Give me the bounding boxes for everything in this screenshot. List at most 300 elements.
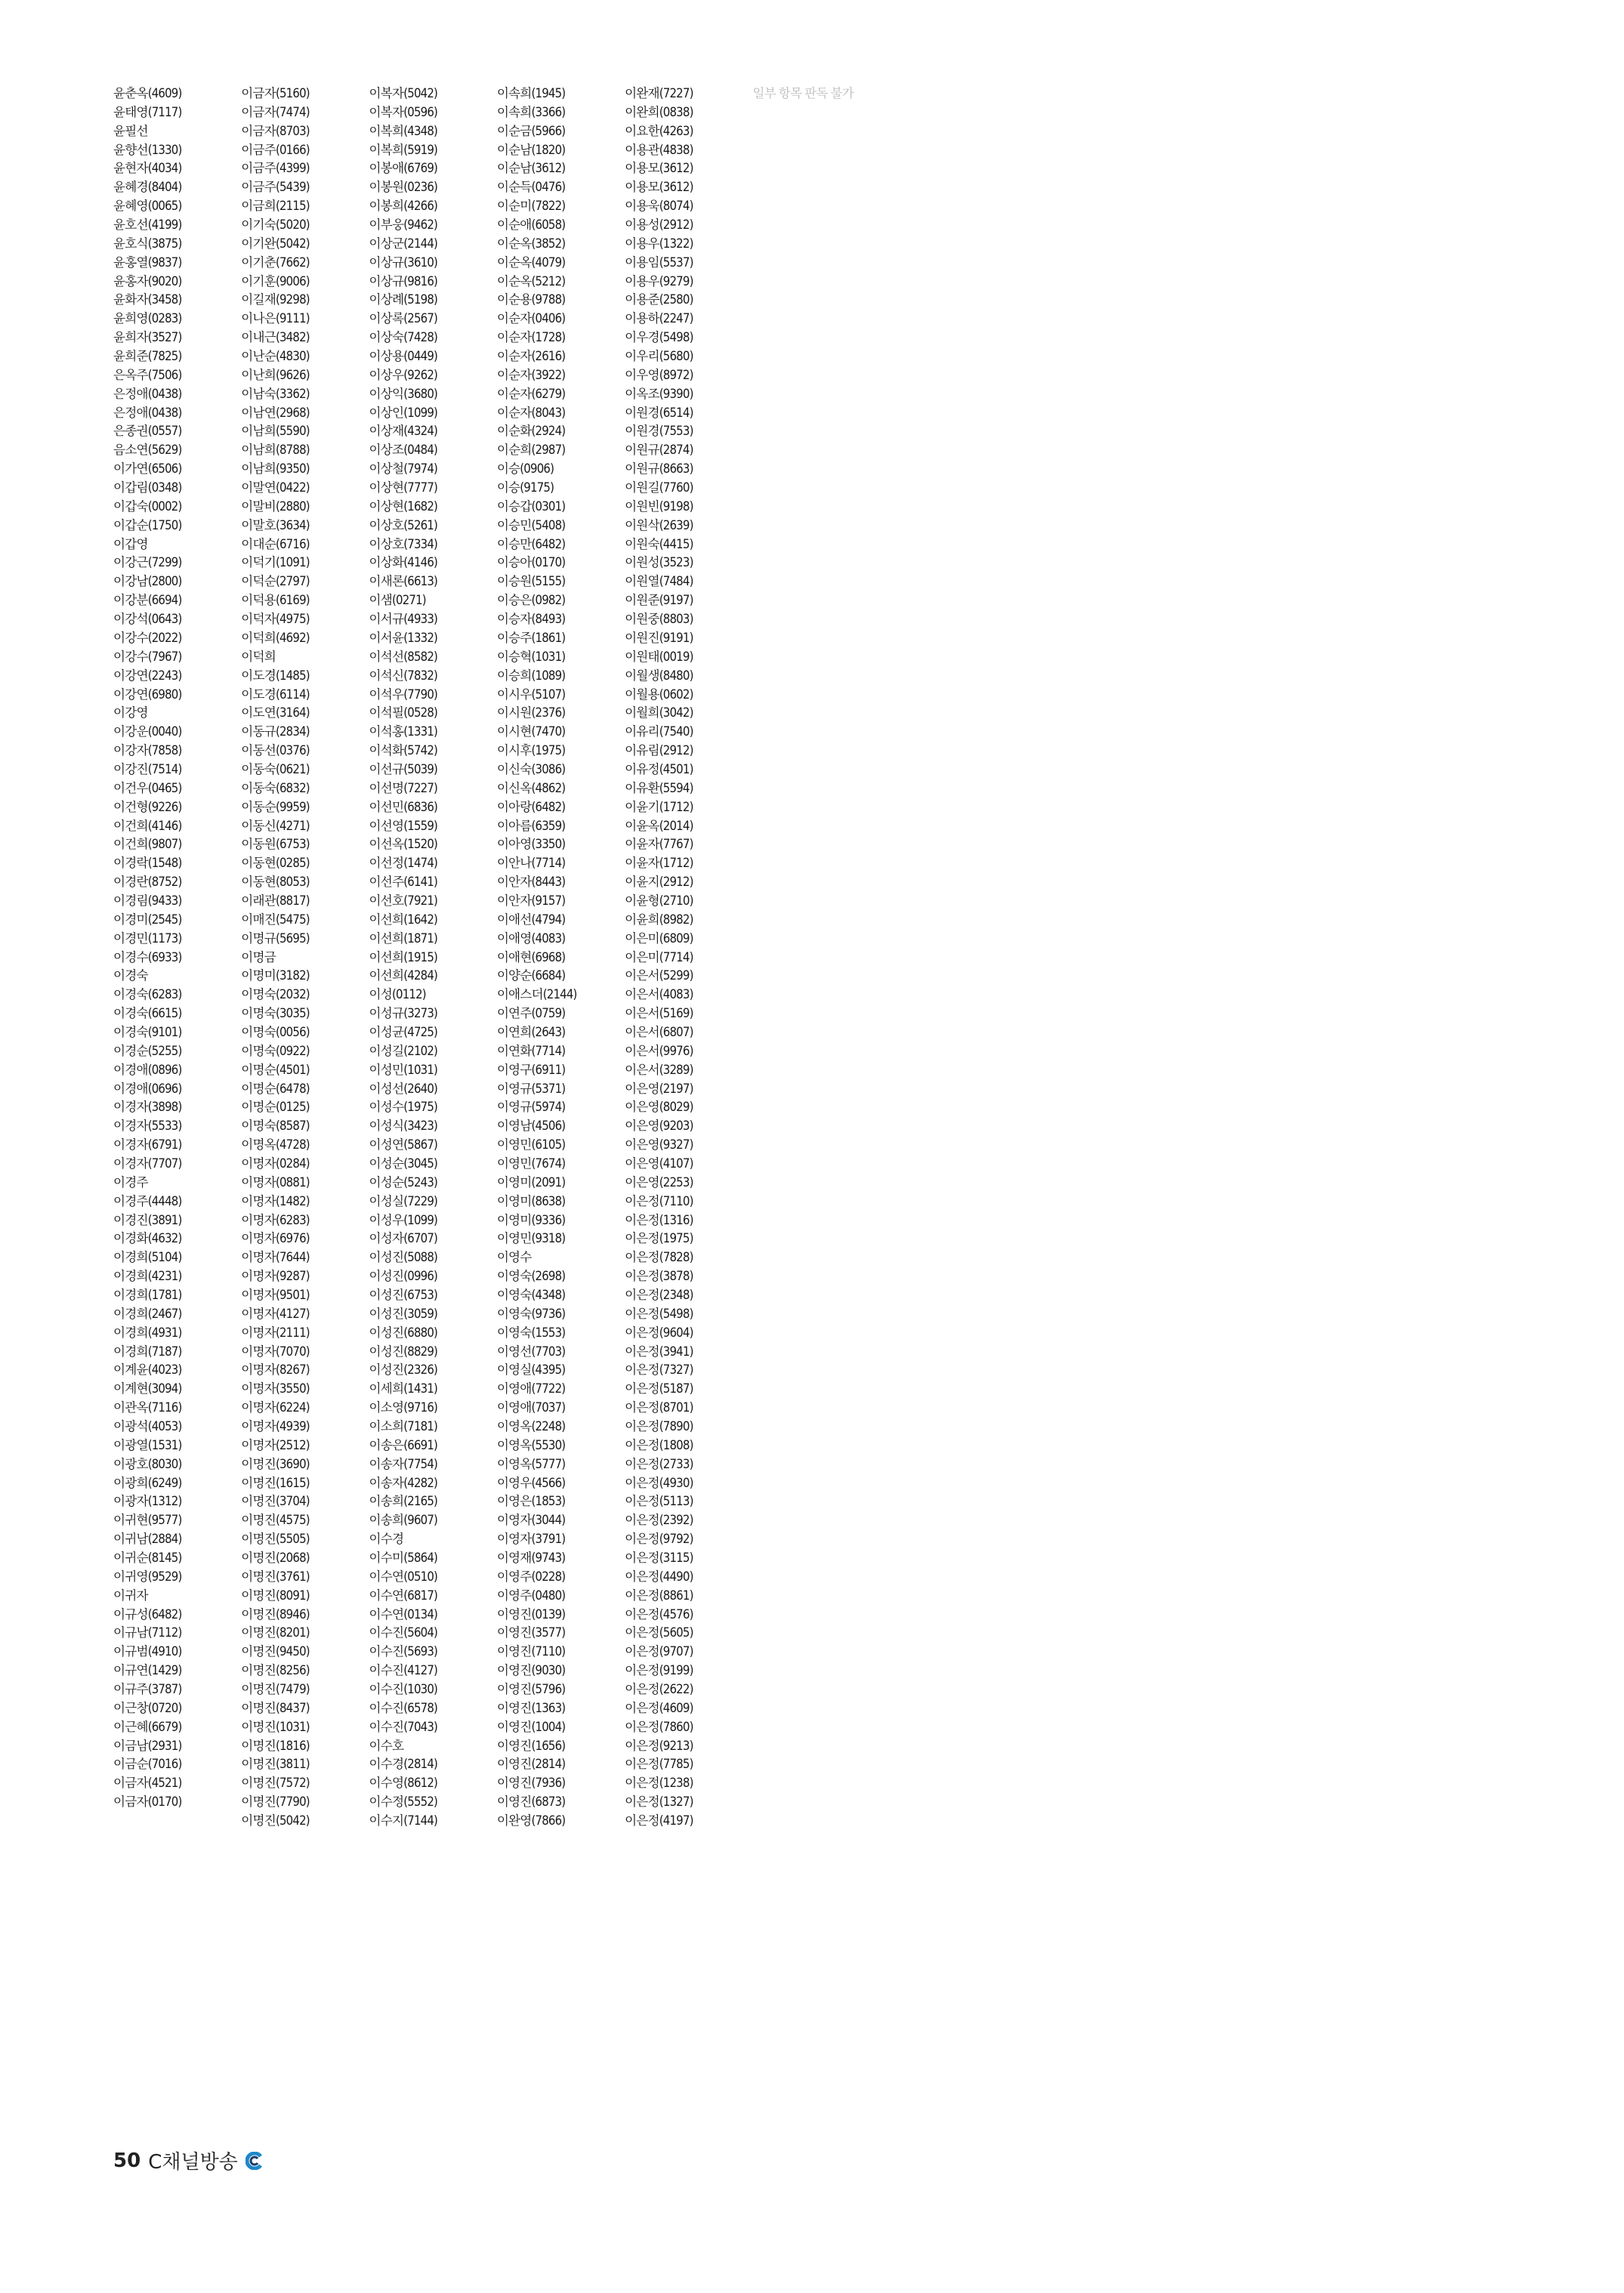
name-entry: 이명진(8256) [241,1663,310,1678]
name-entry: 이명자(0881) [241,1174,310,1190]
name-entry: 이용준(2580) [625,292,693,307]
name-entry: 이승은(0982) [496,593,566,608]
name-entry: 이윤희(8982) [625,912,693,927]
name-entry: 이강진(7514) [113,761,182,776]
name-entry: 이안나(7714) [496,856,566,871]
name-entry: 이수영(8612) [369,1776,438,1791]
name-entry: 이소희(7181) [369,1419,438,1434]
name-entry: 이원삭(2639) [625,517,693,532]
name-entry: 이동원(6753) [241,837,310,852]
name-entry: 이승(9175) [496,480,554,495]
name-entry: 이근창(0720) [113,1700,182,1715]
name-entry: 이귀순(8145) [113,1551,182,1566]
name-entry: 윤희영(0283) [113,311,182,326]
name-entry: 이은영(4107) [625,1156,693,1171]
name-entry: 이유정(4501) [625,761,693,776]
name-entry: 이봉애(6769) [369,161,438,176]
name-entry: 이복자(5042) [369,86,438,100]
name-entry: 이상규(9816) [369,273,438,289]
name-entry: 이나은(9111) [241,311,310,326]
name-entry: 이규주(3787) [113,1682,182,1697]
name-entry: 이영진(7110) [496,1644,566,1659]
name-entry: 이안자(8443) [496,875,566,890]
name-entry: 이신옥(4862) [496,780,566,795]
name-entry: 이선주(6141) [369,875,438,890]
name-entry: 이경애(0696) [113,1081,182,1096]
name-entry: 이영숙(9736) [496,1306,566,1321]
name-entry: 이덕용(6169) [241,593,310,608]
name-entry: 이선희(1871) [369,930,438,946]
name-entry: 이원경(6514) [625,405,693,420]
name-entry: 이명자(4939) [241,1419,310,1434]
name-entry: 이원태(0019) [625,649,693,664]
name-entry: 이송자(7754) [369,1456,438,1471]
name-column [1136,85,1262,1831]
name-entry: 이승(0906) [496,461,554,477]
name-column [241,85,367,1831]
name-entry: 이순남(1820) [496,142,566,157]
name-entry: 이영진(7936) [496,1776,566,1791]
name-entry: 이선명(7227) [369,780,438,795]
name-entry: 이경미(2545) [113,912,182,927]
name-entry: 이우경(5498) [625,330,693,345]
name-entry: 이서윤(1332) [369,630,438,645]
name-entry: 이유리(7540) [625,724,693,739]
name-entry: 이귀영(9529) [113,1569,182,1584]
name-entry: 윤화자(3458) [113,292,182,307]
name-entry: 이강운(0040) [113,724,182,739]
name-entry: 이수진(5693) [369,1644,438,1659]
name-entry: 이샘(0271) [369,593,426,608]
name-column [752,85,878,1831]
name-entry: 이은정(8701) [625,1400,693,1415]
name-entry: 이경주(4448) [113,1193,182,1208]
name-column [625,85,751,1831]
name-entry: 이금자(8703) [241,123,310,138]
name-entry: 이은정(9213) [625,1738,693,1753]
page-number: 50 [113,2149,141,2172]
name-entry: 이승주(1861) [496,630,566,645]
name-entry: 이경락(1548) [113,856,182,871]
name-entry: 이강근(7299) [113,555,182,570]
name-entry: 이완희(0838) [625,104,693,119]
name-entry: 이명진(1031) [241,1719,310,1734]
name-entry: 이명진(9450) [241,1644,310,1659]
name-entry: 이선민(6836) [369,799,438,814]
name-entry: 이경희(7187) [113,1344,182,1359]
name-column [1008,85,1135,1831]
name-entry: 이명진(5505) [241,1532,310,1547]
name-entry: 이금자(4521) [113,1776,182,1791]
name-entry: 이명숙(8587) [241,1119,310,1134]
name-entry: 이영진(3577) [496,1625,566,1640]
name-entry: 이금자(7474) [241,104,310,119]
name-entry: 음소연(5629) [113,443,182,458]
name-entry: 이수경 [369,1532,404,1547]
name-entry: 이명진(1816) [241,1738,310,1753]
name-entry: 이말비(2880) [241,498,310,514]
name-entry: 이명진(2068) [241,1551,310,1566]
name-entry: 이매진(5475) [241,912,310,927]
name-entry: 이은정(2348) [625,1288,693,1302]
name-entry: 이영진(1656) [496,1738,566,1753]
name-entry: 윤홍열(9837) [113,255,182,270]
name-entry: 이승희(1089) [496,668,566,683]
name-entry: 이경림(9433) [113,893,182,908]
name-entry: 이새론(6613) [369,574,438,589]
name-entry: 이세희(1431) [369,1381,438,1396]
name-entry: 이송희(9607) [369,1513,438,1528]
name-entry: 이은정(4197) [625,1813,693,1829]
name-entry: 이선옥(1520) [369,837,438,852]
name-entry: 이아랑(6482) [496,799,566,814]
name-entry: 이경숙(6283) [113,987,182,1002]
name-entry: 이승아(0170) [496,555,566,570]
name-entry: 이은미(6809) [625,930,693,946]
name-entry: 이은정(7785) [625,1757,693,1772]
name-entry: 이봉희(4266) [369,199,438,214]
name-entry: 이도연(3164) [241,705,310,721]
name-entry: 이성진(3059) [369,1306,438,1321]
name-entry: 이은정(4576) [625,1606,693,1622]
name-entry: 이은영(8029) [625,1100,693,1115]
name-entry: 이아름(6359) [496,818,566,833]
name-entry: 이남희(9350) [241,461,310,477]
name-entry: 이덕희(4692) [241,630,310,645]
name-entry: 이석선(8582) [369,649,438,664]
name-entry: 이동숙(6832) [241,780,310,795]
name-entry: 이강분(6694) [113,593,182,608]
name-entry: 이순자(6279) [496,386,566,401]
name-entry: 이명자(6283) [241,1212,310,1227]
name-entry: 이명진(8201) [241,1625,310,1640]
name-entry: 이유림(2912) [625,743,693,758]
name-entry: 이승갑(0301) [496,498,566,514]
name-entry: 이순자(1728) [496,330,566,345]
name-entry: 이영진(9030) [496,1663,566,1678]
name-entry: 이건희(4146) [113,818,182,833]
name-entry: 이상현(1682) [369,498,438,514]
name-entry: 윤희자(3527) [113,330,182,345]
name-column [1392,85,1518,1831]
name-entry: 이규범(4910) [113,1644,182,1659]
name-entry: 이속희(3366) [496,104,566,119]
name-entry: 이원규(8663) [625,461,693,477]
name-entry: 이순애(6058) [496,218,566,233]
name-entry: 이명규(5695) [241,930,310,946]
name-entry: 이순옥(4079) [496,255,566,270]
name-entry: 이명진(3690) [241,1456,310,1471]
name-entry: 이남연(2968) [241,405,310,420]
name-entry: 이옥조(9390) [625,386,693,401]
name-entry: 이계현(3094) [113,1381,182,1396]
name-entry: 이연희(2643) [496,1024,566,1039]
name-entry: 이광석(4053) [113,1419,182,1434]
name-entry: 이명자(6224) [241,1400,310,1415]
name-entry: 이강수(2022) [113,630,182,645]
name-entry: 이말호(3634) [241,517,310,532]
name-entry: 이성순(3045) [369,1156,438,1171]
name-entry: 이은정(2733) [625,1456,693,1471]
name-entry: 이승원(5155) [496,574,566,589]
name-entry: 이명숙(0056) [241,1024,310,1039]
name-entry: 이광열(1531) [113,1437,182,1452]
name-entry: 이은정(1975) [625,1231,693,1246]
name-entry: 이요한(4263) [625,123,693,138]
name-entry: 이원성(3523) [625,555,693,570]
name-entry: 이수진(4127) [369,1663,438,1678]
name-entry: 이경란(8752) [113,875,182,890]
name-entry: 이명숙(3035) [241,1006,310,1021]
name-column [369,85,496,1831]
name-entry: 이명미(3182) [241,968,310,983]
name-entry: 이영진(1004) [496,1719,566,1734]
name-entry: 이수진(5604) [369,1625,438,1640]
name-entry: 이명자(2512) [241,1437,310,1452]
name-entry: 이영규(5371) [496,1081,566,1096]
name-entry: 이경자(3898) [113,1100,182,1115]
name-entry: 이은정(1327) [625,1795,693,1810]
name-entry: 이영수 [496,1250,532,1265]
name-entry: 이갑순(1750) [113,517,182,532]
name-entry: 이유환(5594) [625,780,693,795]
name-entry: 이원빈(9198) [625,498,693,514]
name-entry: 이기숙(5020) [241,218,310,233]
name-entry: 은정애(0438) [113,386,182,401]
name-entry: 이규연(1429) [113,1663,182,1678]
name-entry: 이순자(3922) [496,367,566,382]
name-entry: 이은정(9604) [625,1325,693,1340]
name-entry: 이은서(6807) [625,1024,693,1039]
name-entry: 이성실(7229) [369,1193,438,1208]
name-entry: 이상규(3610) [369,255,438,270]
name-entry: 이수진(6578) [369,1700,438,1715]
name-entry: 이용성(2912) [625,218,693,233]
name-entry: 이명숙(0922) [241,1043,310,1058]
name-entry: 이순자(0406) [496,311,566,326]
name-entry: 이윤옥(2014) [625,818,693,833]
name-entry: 이은정(9707) [625,1644,693,1659]
name-entry: 이은정(4609) [625,1700,693,1715]
name-entry: 이대순(6716) [241,536,310,551]
name-entry: 이성민(1031) [369,1062,438,1077]
name-entry: 이건우(0465) [113,780,182,795]
name-entry: 이성규(3273) [369,1006,438,1021]
name-entry: 이은서(5299) [625,968,693,983]
name-entry: 이성순(5243) [369,1174,438,1190]
name-entry: 이동규(2834) [241,724,310,739]
name-entry: 이상철(7974) [369,461,438,477]
name-entry: 이연주(0759) [496,1006,566,1021]
name-entry: 이영진(5796) [496,1682,566,1697]
name-entry: 이명자(2111) [241,1325,310,1340]
name-entry: 이영옥(5530) [496,1437,566,1452]
name-entry: 이영진(6873) [496,1795,566,1810]
name-entry: 이경순(5255) [113,1043,182,1058]
name-entry: 이은정(5498) [625,1306,693,1321]
name-entry: 이서규(4933) [369,612,438,627]
name-entry: 이은정(7890) [625,1419,693,1434]
name-entry: 이우리(5680) [625,349,693,364]
name-entry: 이명자(3550) [241,1381,310,1396]
name-entry: 이석필(0528) [369,705,438,721]
name-entry: 이명자(7070) [241,1344,310,1359]
name-entry: 이덕순(2797) [241,574,310,589]
name-entry: 이영민(7674) [496,1156,566,1171]
name-entry: 이은영(2253) [625,1174,693,1190]
name-column [881,85,1007,1831]
name-entry: 이원규(2874) [625,443,693,458]
name-entry: 이명진(3704) [241,1494,310,1509]
name-entry: 이덕자(4975) [241,612,310,627]
name-entry: 이상용(0449) [369,349,438,364]
name-entry: 이선규(5039) [369,761,438,776]
name-entry: 이선희(1642) [369,912,438,927]
name-entry: 이용임(5537) [625,255,693,270]
name-entry: 이길재(9298) [241,292,310,307]
name-entry: 이영우(4566) [496,1475,566,1490]
name-entry: 이애스더(2144) [496,987,577,1002]
name-entry: 이상화(4146) [369,555,438,570]
name-entry: 이월용(0602) [625,687,693,702]
name-entry: 이명진(5042) [241,1813,310,1829]
name-entry: 이명자(8267) [241,1363,310,1378]
name-entry: 이난희(9626) [241,367,310,382]
name-entry: 이영선(7703) [496,1344,566,1359]
name-entry: 이건희(9807) [113,837,182,852]
name-entry: 이명진(4575) [241,1513,310,1528]
name-entry: 이시우(5107) [496,687,566,702]
brand-logo-icon [245,2152,264,2170]
name-entry: 이복희(4348) [369,123,438,138]
name-entry: 이선희(4284) [369,968,438,983]
name-entry: 이수연(6817) [369,1588,438,1603]
name-entry: 이윤기(1712) [625,799,693,814]
name-entry: 이은정(4490) [625,1569,693,1584]
name-entry: 이원숙(4415) [625,536,693,551]
name-column [497,85,623,1831]
name-entry: 이원준(9197) [625,593,693,608]
name-entry: 윤춘옥(4609) [113,86,182,100]
name-entry: 이영자(3044) [496,1513,566,1528]
name-entry: 이강연(2243) [113,668,182,683]
name-entry: 이신숙(3086) [496,761,566,776]
name-entry: 이원경(7553) [625,424,693,439]
name-entry: 이명진(7790) [241,1795,310,1810]
name-entry: 이은정(7860) [625,1719,693,1734]
name-entry: 이은서(9976) [625,1043,693,1058]
name-entry: 은정애(0438) [113,405,182,420]
name-entry: 이광희(6249) [113,1475,182,1490]
name-entry: 이영애(7722) [496,1381,566,1396]
name-entry: 이금주(0166) [241,142,310,157]
name-entry: 이연화(7714) [496,1043,566,1058]
name-entry: 이복희(5919) [369,142,438,157]
name-entry: 이영진(1363) [496,1700,566,1715]
name-entry: 이동숙(0621) [241,761,310,776]
name-entry: 이성우(1099) [369,1212,438,1227]
name-entry: 이석홍(1331) [369,724,438,739]
name-entry: 이수정(5552) [369,1795,438,1810]
name-entry: 이경희(2467) [113,1306,182,1321]
name-entry: 이은영(9203) [625,1119,693,1134]
name-entry: 이성진(5088) [369,1250,438,1265]
name-entry: 이영규(5974) [496,1100,566,1115]
name-entry: 윤현자(4034) [113,161,182,176]
name-entry: 이순옥(5212) [496,273,566,289]
name-entry: 윤혜영(0065) [113,199,182,214]
name-entry: 이은정(1808) [625,1437,693,1452]
name-entry: 이경수(6933) [113,949,182,964]
name-entry: 이승혁(1031) [496,649,566,664]
name-entry: 이상호(5261) [369,517,438,532]
name-entry: 이수지(7144) [369,1813,438,1829]
name-entry: 이부웅(9462) [369,218,438,233]
name-entry: 이영미(9336) [496,1212,566,1227]
name-entry: 이강자(7858) [113,743,182,758]
name-entry: 이경애(0896) [113,1062,182,1077]
name-entry: 이규성(6482) [113,1606,182,1622]
name-entry: 이갑숙(0002) [113,498,182,514]
name-entry: 이은정(9199) [625,1663,693,1678]
name-entry: 이경자(7707) [113,1156,182,1171]
name-entry: 이윤지(2912) [625,875,693,890]
name-entry: 이석신(7832) [369,668,438,683]
name-entry: 이경자(5533) [113,1119,182,1134]
name-entry: 이상재(4324) [369,424,438,439]
name-entry: 이순자(2616) [496,349,566,364]
name-entry: 이건형(9226) [113,799,182,814]
name-entry: 이성길(2102) [369,1043,438,1058]
name-entry: 이영주(0480) [496,1588,566,1603]
name-entry: 이상례(5198) [369,292,438,307]
name-entry: 이은정(5605) [625,1625,693,1640]
name-entry: 이송자(4282) [369,1475,438,1490]
name-entry: 이금순(7016) [113,1757,182,1772]
name-entry: 이명자(9287) [241,1269,310,1284]
name-entry: 이금남(2931) [113,1738,182,1753]
name-entry: 이영숙(2698) [496,1269,566,1284]
name-entry: 이용모(3612) [625,161,693,176]
name-entry: 이성수(1975) [369,1100,438,1115]
unread-note: 일부 항목 판독 불가 [752,86,854,100]
name-entry: 이선희(1915) [369,949,438,964]
name-entry: 이명진(7479) [241,1682,310,1697]
name-entry: 이은정(3115) [625,1551,693,1566]
name-entry: 이내근(3482) [241,330,310,345]
name-entry: 이경진(3891) [113,1212,182,1227]
name-entry: 이영숙(4348) [496,1288,566,1302]
name-entry: 은종권(0557) [113,424,182,439]
name-entry: 이수미(5864) [369,1551,438,1566]
name-entry: 이말연(0422) [241,480,310,495]
name-entry: 이남희(5590) [241,424,310,439]
name-entry: 이은영(9327) [625,1137,693,1153]
name-entry: 이규남(7112) [113,1625,182,1640]
name-entry: 이애선(4794) [496,912,566,927]
name-entry: 이기완(5042) [241,236,310,251]
name-entry: 이용우(1322) [625,236,693,251]
name-entry: 윤향선(1330) [113,142,182,157]
name-entry: 이난순(4830) [241,349,310,364]
name-entry: 이명진(3761) [241,1569,310,1584]
name-entry: 이영애(7037) [496,1400,566,1415]
name-entry: 이윤자(7767) [625,837,693,852]
name-entry: 이명자(1482) [241,1193,310,1208]
name-entry: 이순자(8043) [496,405,566,420]
name-entry: 이영민(6105) [496,1137,566,1153]
name-entry: 이금주(4399) [241,161,310,176]
